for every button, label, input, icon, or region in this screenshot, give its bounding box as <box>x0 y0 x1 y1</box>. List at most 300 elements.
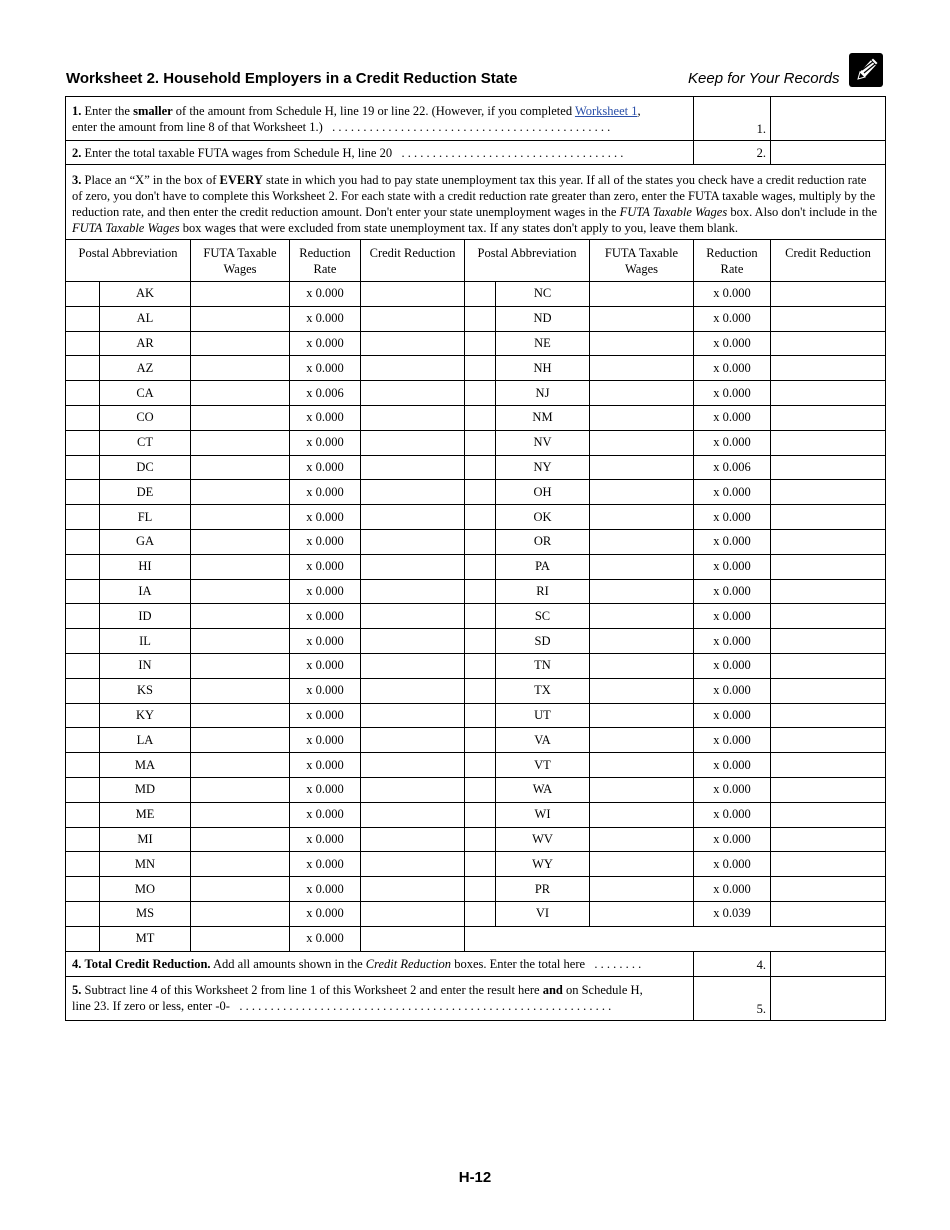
state-checkbox-me[interactable] <box>66 802 100 827</box>
state-row <box>66 554 886 579</box>
credit-reduction-field[interactable] <box>771 554 886 579</box>
state-abbreviation: OR <box>496 529 590 554</box>
state-checkbox-de[interactable] <box>66 480 100 505</box>
credit-reduction-field[interactable] <box>361 306 465 331</box>
futa-wages-field[interactable] <box>590 480 694 505</box>
credit-reduction-field[interactable] <box>361 381 465 406</box>
reduction-rate: x 0.000 <box>290 356 361 381</box>
state-checkbox-ut[interactable] <box>465 703 496 728</box>
state-abbreviation: NE <box>496 331 590 356</box>
state-abbreviation: ID <box>100 604 191 629</box>
futa-wages-field[interactable] <box>191 926 290 951</box>
line-1-label: 1. <box>694 97 771 141</box>
credit-reduction-field[interactable] <box>771 678 886 703</box>
state-checkbox-il[interactable] <box>66 629 100 654</box>
credit-reduction-field[interactable] <box>361 579 465 604</box>
futa-wages-field[interactable] <box>191 827 290 852</box>
futa-wages-field[interactable] <box>590 877 694 902</box>
state-checkbox-ne[interactable] <box>465 331 496 356</box>
credit-reduction-field[interactable] <box>361 356 465 381</box>
col-header-rate-left: Reduction Rate <box>290 240 361 282</box>
line-4-text: 4. Total Credit Reduction. Add all amounts shown in the Credit Reduction boxes. Enter the total here . . . . . . . . <box>66 951 694 976</box>
credit-reduction-field[interactable] <box>361 852 465 877</box>
state-abbreviation: WY <box>496 852 590 877</box>
state-checkbox-co[interactable] <box>66 405 100 430</box>
reduction-rate: x 0.000 <box>290 604 361 629</box>
credit-reduction-field[interactable] <box>771 430 886 455</box>
reduction-rate: x 0.000 <box>694 604 771 629</box>
state-abbreviation: GA <box>100 529 191 554</box>
futa-wages-field[interactable] <box>590 381 694 406</box>
state-row <box>66 852 886 877</box>
reduction-rate: x 0.000 <box>290 306 361 331</box>
credit-reduction-field[interactable] <box>361 529 465 554</box>
state-abbreviation: NV <box>496 430 590 455</box>
credit-reduction-field[interactable] <box>361 802 465 827</box>
futa-wages-field[interactable] <box>191 430 290 455</box>
reduction-rate: x 0.000 <box>694 653 771 678</box>
futa-wages-field[interactable] <box>590 405 694 430</box>
futa-wages-field[interactable] <box>191 306 290 331</box>
futa-wages-field[interactable] <box>191 282 290 307</box>
state-abbreviation: PR <box>496 877 590 902</box>
credit-reduction-worksheet-table <box>65 96 886 1021</box>
futa-wages-field[interactable] <box>590 604 694 629</box>
reduction-rate: x 0.000 <box>694 505 771 530</box>
futa-wages-field[interactable] <box>590 529 694 554</box>
state-abbreviation: KY <box>100 703 191 728</box>
state-checkbox-hi[interactable] <box>66 554 100 579</box>
credit-reduction-field[interactable] <box>771 901 886 926</box>
state-checkbox-ca[interactable] <box>66 381 100 406</box>
state-row <box>66 703 886 728</box>
credit-reduction-field[interactable] <box>771 703 886 728</box>
reduction-rate: x 0.000 <box>694 480 771 505</box>
credit-reduction-field[interactable] <box>771 405 886 430</box>
state-abbreviation: VA <box>496 728 590 753</box>
state-checkbox-pr[interactable] <box>465 877 496 902</box>
futa-wages-field[interactable] <box>191 653 290 678</box>
state-checkbox-ri[interactable] <box>465 579 496 604</box>
futa-wages-field[interactable] <box>590 430 694 455</box>
state-abbreviation: WV <box>496 827 590 852</box>
keep-for-records-label: Keep for Your Records <box>688 70 840 87</box>
state-checkbox-nm[interactable] <box>465 405 496 430</box>
credit-reduction-field[interactable] <box>361 604 465 629</box>
credit-reduction-field[interactable] <box>361 703 465 728</box>
reduction-rate: x 0.000 <box>694 430 771 455</box>
futa-wages-field[interactable] <box>590 852 694 877</box>
state-checkbox-tn[interactable] <box>465 653 496 678</box>
futa-wages-field[interactable] <box>590 901 694 926</box>
state-checkbox-wi[interactable] <box>465 802 496 827</box>
line-3-row <box>66 165 886 240</box>
page-number: H-12 <box>458 1169 492 1186</box>
credit-reduction-field[interactable] <box>771 777 886 802</box>
state-checkbox-wy[interactable] <box>465 852 496 877</box>
state-abbreviation: MA <box>100 753 191 778</box>
futa-wages-field[interactable] <box>590 356 694 381</box>
state-checkbox-mn[interactable] <box>66 852 100 877</box>
line-2-label: 2. <box>694 141 771 165</box>
state-checkbox-tx[interactable] <box>465 678 496 703</box>
reduction-rate: x 0.000 <box>290 877 361 902</box>
reduction-rate: x 0.000 <box>290 480 361 505</box>
reduction-rate: x 0.000 <box>694 802 771 827</box>
futa-wages-field[interactable] <box>191 554 290 579</box>
state-checkbox-mo[interactable] <box>66 877 100 902</box>
futa-wages-field[interactable] <box>590 802 694 827</box>
line-5-label: 5. <box>694 976 771 1020</box>
state-abbreviation: CT <box>100 430 191 455</box>
futa-wages-field[interactable] <box>590 455 694 480</box>
state-checkbox-va[interactable] <box>465 728 496 753</box>
futa-wages-field[interactable] <box>191 753 290 778</box>
state-abbreviation: AL <box>100 306 191 331</box>
reduction-rate: x 0.000 <box>290 703 361 728</box>
reduction-rate: x 0.000 <box>290 629 361 654</box>
state-checkbox-mt[interactable] <box>66 926 100 951</box>
state-abbreviation: MT <box>100 926 191 951</box>
state-abbreviation: OK <box>496 505 590 530</box>
futa-wages-field[interactable] <box>191 529 290 554</box>
state-checkbox-vt[interactable] <box>465 753 496 778</box>
futa-wages-field[interactable] <box>191 678 290 703</box>
credit-reduction-field[interactable] <box>771 356 886 381</box>
reduction-rate: x 0.000 <box>694 529 771 554</box>
futa-wages-field[interactable] <box>191 331 290 356</box>
reduction-rate: x 0.000 <box>694 678 771 703</box>
column-header-row <box>66 240 886 282</box>
state-abbreviation: AR <box>100 331 191 356</box>
credit-reduction-field[interactable] <box>771 331 886 356</box>
reduction-rate: x 0.000 <box>290 802 361 827</box>
state-row <box>66 331 886 356</box>
state-row <box>66 480 886 505</box>
credit-reduction-field[interactable] <box>771 306 886 331</box>
reduction-rate: x 0.000 <box>694 356 771 381</box>
credit-reduction-field[interactable] <box>771 505 886 530</box>
state-abbreviation: DC <box>100 455 191 480</box>
credit-reduction-field[interactable] <box>771 579 886 604</box>
credit-reduction-field[interactable] <box>361 926 465 951</box>
futa-wages-field[interactable] <box>590 703 694 728</box>
credit-reduction-field[interactable] <box>771 455 886 480</box>
state-checkbox-ia[interactable] <box>66 579 100 604</box>
reduction-rate: x 0.000 <box>694 877 771 902</box>
credit-reduction-field[interactable] <box>361 405 465 430</box>
state-abbreviation: LA <box>100 728 191 753</box>
state-checkbox-fl[interactable] <box>66 505 100 530</box>
reduction-rate: x 0.000 <box>290 728 361 753</box>
futa-wages-field[interactable] <box>590 653 694 678</box>
state-row <box>66 381 886 406</box>
reduction-rate: x 0.000 <box>290 678 361 703</box>
state-checkbox-ny[interactable] <box>465 455 496 480</box>
futa-wages-field[interactable] <box>590 505 694 530</box>
credit-reduction-field[interactable] <box>361 877 465 902</box>
state-abbreviation: DE <box>100 480 191 505</box>
reduction-rate: x 0.000 <box>290 430 361 455</box>
futa-wages-field[interactable] <box>590 678 694 703</box>
state-checkbox-vi[interactable] <box>465 901 496 926</box>
state-abbreviation: AK <box>100 282 191 307</box>
futa-wages-field[interactable] <box>191 802 290 827</box>
state-checkbox-nj[interactable] <box>465 381 496 406</box>
reduction-rate: x 0.006 <box>290 381 361 406</box>
state-abbreviation: IA <box>100 579 191 604</box>
state-checkbox-oh[interactable] <box>465 480 496 505</box>
futa-wages-field[interactable] <box>191 728 290 753</box>
state-abbreviation: SD <box>496 629 590 654</box>
state-row <box>66 877 886 902</box>
credit-reduction-field[interactable] <box>771 827 886 852</box>
state-abbreviation: UT <box>496 703 590 728</box>
state-checkbox-nc[interactable] <box>465 282 496 307</box>
state-abbreviation: NY <box>496 455 590 480</box>
credit-reduction-field[interactable] <box>361 554 465 579</box>
credit-reduction-field[interactable] <box>361 505 465 530</box>
state-checkbox-mi[interactable] <box>66 827 100 852</box>
state-checkbox-nh[interactable] <box>465 356 496 381</box>
line-4-row <box>66 951 886 976</box>
futa-wages-field[interactable] <box>590 306 694 331</box>
state-abbreviation: MD <box>100 777 191 802</box>
futa-wages-field[interactable] <box>191 604 290 629</box>
credit-reduction-field[interactable] <box>771 728 886 753</box>
futa-wages-field[interactable] <box>590 753 694 778</box>
state-checkbox-wv[interactable] <box>465 827 496 852</box>
credit-reduction-field[interactable] <box>771 529 886 554</box>
state-row <box>66 405 886 430</box>
state-checkbox-ms[interactable] <box>66 901 100 926</box>
line-3-instructions: 3. Place an “X” in the box of EVERY state in which you had to pay state unemployment tax this year. If all of the states you check have a credit reduction rate of zero, you don't have to complete this Worksheet 2. For each state with a credit reduction rate greater than zero, enter the FUTA taxable wages, multiply by the reduction rate, and then enter the credit reduction amount. Don't enter your state unemployment wages in the FUTA Taxable Wages box. Also don't include in the FUTA Taxable Wages box wages that were excluded from state unemployment tax. If any states don't apply to you, leave them blank. <box>66 165 886 240</box>
state-checkbox-sc[interactable] <box>465 604 496 629</box>
col-header-credit-left: Credit Reduction <box>361 240 465 282</box>
state-row <box>66 802 886 827</box>
state-abbreviation: NM <box>496 405 590 430</box>
reduction-rate: x 0.000 <box>290 753 361 778</box>
state-row <box>66 306 886 331</box>
state-abbreviation: IN <box>100 653 191 678</box>
reduction-rate: x 0.000 <box>694 579 771 604</box>
empty-cell <box>465 926 886 951</box>
state-checkbox-al[interactable] <box>66 306 100 331</box>
reduction-rate: x 0.000 <box>694 827 771 852</box>
reduction-rate: x 0.000 <box>694 282 771 307</box>
state-row <box>66 827 886 852</box>
reduction-rate: x 0.006 <box>694 455 771 480</box>
futa-wages-field[interactable] <box>590 554 694 579</box>
reduction-rate: x 0.000 <box>290 505 361 530</box>
credit-reduction-field[interactable] <box>361 629 465 654</box>
state-checkbox-md[interactable] <box>66 777 100 802</box>
col-header-futa-left: FUTA Taxable Wages <box>191 240 290 282</box>
state-checkbox-ga[interactable] <box>66 529 100 554</box>
keep-records-icon <box>849 53 883 87</box>
reduction-rate: x 0.000 <box>694 405 771 430</box>
state-abbreviation: CO <box>100 405 191 430</box>
reduction-rate: x 0.000 <box>290 852 361 877</box>
reduction-rate: x 0.000 <box>290 579 361 604</box>
credit-reduction-field[interactable] <box>361 827 465 852</box>
state-checkbox-sd[interactable] <box>465 629 496 654</box>
state-row <box>66 777 886 802</box>
reduction-rate: x 0.000 <box>694 554 771 579</box>
credit-reduction-field[interactable] <box>361 777 465 802</box>
state-checkbox-dc[interactable] <box>66 455 100 480</box>
state-row <box>66 926 886 951</box>
state-abbreviation: SC <box>496 604 590 629</box>
line-1-text: 1. Enter the smaller of the amount from Schedule H, line 19 or line 22. (However, if you completed Worksheet 1, enter the amount from line 8 of that Worksheet 1.) . . . . . . . . . . . . . . . . . . . . . . . . . . . . . . . . . . . . . . . . . . . . . <box>66 97 694 141</box>
reduction-rate: x 0.000 <box>694 306 771 331</box>
worksheet-title: Worksheet 2. Household Employers in a Credit Reduction State <box>66 70 518 87</box>
futa-wages-field[interactable] <box>191 777 290 802</box>
futa-wages-field[interactable] <box>191 852 290 877</box>
credit-reduction-field[interactable] <box>361 430 465 455</box>
credit-reduction-field[interactable] <box>771 852 886 877</box>
futa-wages-field[interactable] <box>590 777 694 802</box>
col-header-credit-right: Credit Reduction <box>771 240 886 282</box>
state-row <box>66 579 886 604</box>
state-checkbox-nd[interactable] <box>465 306 496 331</box>
reduction-rate: x 0.000 <box>694 728 771 753</box>
reduction-rate: x 0.000 <box>290 777 361 802</box>
state-row <box>66 653 886 678</box>
state-checkbox-id[interactable] <box>66 604 100 629</box>
futa-wages-field[interactable] <box>191 579 290 604</box>
credit-reduction-field[interactable] <box>361 455 465 480</box>
reduction-rate: x 0.000 <box>694 331 771 356</box>
line-1-amount-field[interactable] <box>771 97 886 141</box>
state-checkbox-wa[interactable] <box>465 777 496 802</box>
line-4-amount-field[interactable] <box>771 951 886 976</box>
state-checkbox-ar[interactable] <box>66 331 100 356</box>
state-abbreviation: ME <box>100 802 191 827</box>
state-abbreviation: MS <box>100 901 191 926</box>
state-abbreviation: NC <box>496 282 590 307</box>
futa-wages-field[interactable] <box>191 455 290 480</box>
worksheet-1-link[interactable]: Worksheet 1 <box>574 103 638 118</box>
state-row <box>66 356 886 381</box>
credit-reduction-field[interactable] <box>361 728 465 753</box>
futa-wages-field[interactable] <box>191 877 290 902</box>
futa-wages-field[interactable] <box>590 629 694 654</box>
line-2-amount-field[interactable] <box>771 141 886 165</box>
credit-reduction-field[interactable] <box>361 678 465 703</box>
line-2-text: 2. Enter the total taxable FUTA wages from Schedule H, line 20 . . . . . . . . . . . . . . . . . . . . . . . . . . . . . . . . . . . . <box>66 141 694 165</box>
credit-reduction-field[interactable] <box>771 877 886 902</box>
futa-wages-field[interactable] <box>191 703 290 728</box>
col-header-postal-right: Postal Abbreviation <box>465 240 590 282</box>
credit-reduction-field[interactable] <box>361 901 465 926</box>
state-abbreviation: MN <box>100 852 191 877</box>
futa-wages-field[interactable] <box>191 505 290 530</box>
state-checkbox-ok[interactable] <box>465 505 496 530</box>
futa-wages-field[interactable] <box>590 579 694 604</box>
state-row <box>66 505 886 530</box>
state-abbreviation: MI <box>100 827 191 852</box>
futa-wages-field[interactable] <box>590 728 694 753</box>
state-abbreviation: IL <box>100 629 191 654</box>
credit-reduction-field[interactable] <box>361 480 465 505</box>
state-checkbox-in[interactable] <box>66 653 100 678</box>
credit-reduction-field[interactable] <box>361 282 465 307</box>
col-header-postal-left: Postal Abbreviation <box>66 240 191 282</box>
state-abbreviation: HI <box>100 554 191 579</box>
reduction-rate: x 0.000 <box>694 852 771 877</box>
futa-wages-field[interactable] <box>590 331 694 356</box>
state-row <box>66 678 886 703</box>
futa-wages-field[interactable] <box>191 901 290 926</box>
line-1-row <box>66 97 886 141</box>
state-abbreviation: ND <box>496 306 590 331</box>
credit-reduction-field[interactable] <box>771 480 886 505</box>
futa-wages-field[interactable] <box>590 282 694 307</box>
state-checkbox-la[interactable] <box>66 728 100 753</box>
state-checkbox-ak[interactable] <box>66 282 100 307</box>
futa-wages-field[interactable] <box>191 480 290 505</box>
state-abbreviation: RI <box>496 579 590 604</box>
state-abbreviation: MO <box>100 877 191 902</box>
state-checkbox-nv[interactable] <box>465 430 496 455</box>
credit-reduction-field[interactable] <box>361 331 465 356</box>
state-abbreviation: TX <box>496 678 590 703</box>
futa-wages-field[interactable] <box>191 629 290 654</box>
state-row <box>66 901 886 926</box>
state-row <box>66 430 886 455</box>
state-row <box>66 282 886 307</box>
reduction-rate: x 0.000 <box>290 331 361 356</box>
reduction-rate: x 0.000 <box>694 703 771 728</box>
credit-reduction-field[interactable] <box>771 381 886 406</box>
futa-wages-field[interactable] <box>590 827 694 852</box>
credit-reduction-field[interactable] <box>361 653 465 678</box>
futa-wages-field[interactable] <box>191 356 290 381</box>
state-row <box>66 604 886 629</box>
state-abbreviation: VT <box>496 753 590 778</box>
credit-reduction-field[interactable] <box>771 753 886 778</box>
futa-wages-field[interactable] <box>191 381 290 406</box>
reduction-rate: x 0.000 <box>290 554 361 579</box>
state-checkbox-az[interactable] <box>66 356 100 381</box>
line-5-amount-field[interactable] <box>771 976 886 1020</box>
credit-reduction-field[interactable] <box>771 604 886 629</box>
credit-reduction-field[interactable] <box>771 653 886 678</box>
line-5-text: 5. Subtract line 4 of this Worksheet 2 from line 1 of this Worksheet 2 and enter the result here and on Schedule H, line 23. If zero or less, enter -0- . . . . . . . . . . . . . . . . . . . . . . . . . . . . . . . . . . . . . . . . . . . . . . . . . . . . . . . . . . . . <box>66 976 694 1020</box>
state-abbreviation: WI <box>496 802 590 827</box>
state-checkbox-ct[interactable] <box>66 430 100 455</box>
state-checkbox-pa[interactable] <box>465 554 496 579</box>
reduction-rate: x 0.000 <box>290 282 361 307</box>
state-row <box>66 455 886 480</box>
state-checkbox-ma[interactable] <box>66 753 100 778</box>
state-checkbox-ky[interactable] <box>66 703 100 728</box>
state-checkbox-ks[interactable] <box>66 678 100 703</box>
futa-wages-field[interactable] <box>191 405 290 430</box>
state-abbreviation: FL <box>100 505 191 530</box>
state-row <box>66 728 886 753</box>
state-checkbox-or[interactable] <box>465 529 496 554</box>
reduction-rate: x 0.000 <box>694 381 771 406</box>
credit-reduction-field[interactable] <box>771 802 886 827</box>
credit-reduction-field[interactable] <box>771 629 886 654</box>
credit-reduction-field[interactable] <box>771 282 886 307</box>
state-abbreviation: CA <box>100 381 191 406</box>
state-abbreviation: NJ <box>496 381 590 406</box>
reduction-rate: x 0.000 <box>290 455 361 480</box>
credit-reduction-field[interactable] <box>361 753 465 778</box>
